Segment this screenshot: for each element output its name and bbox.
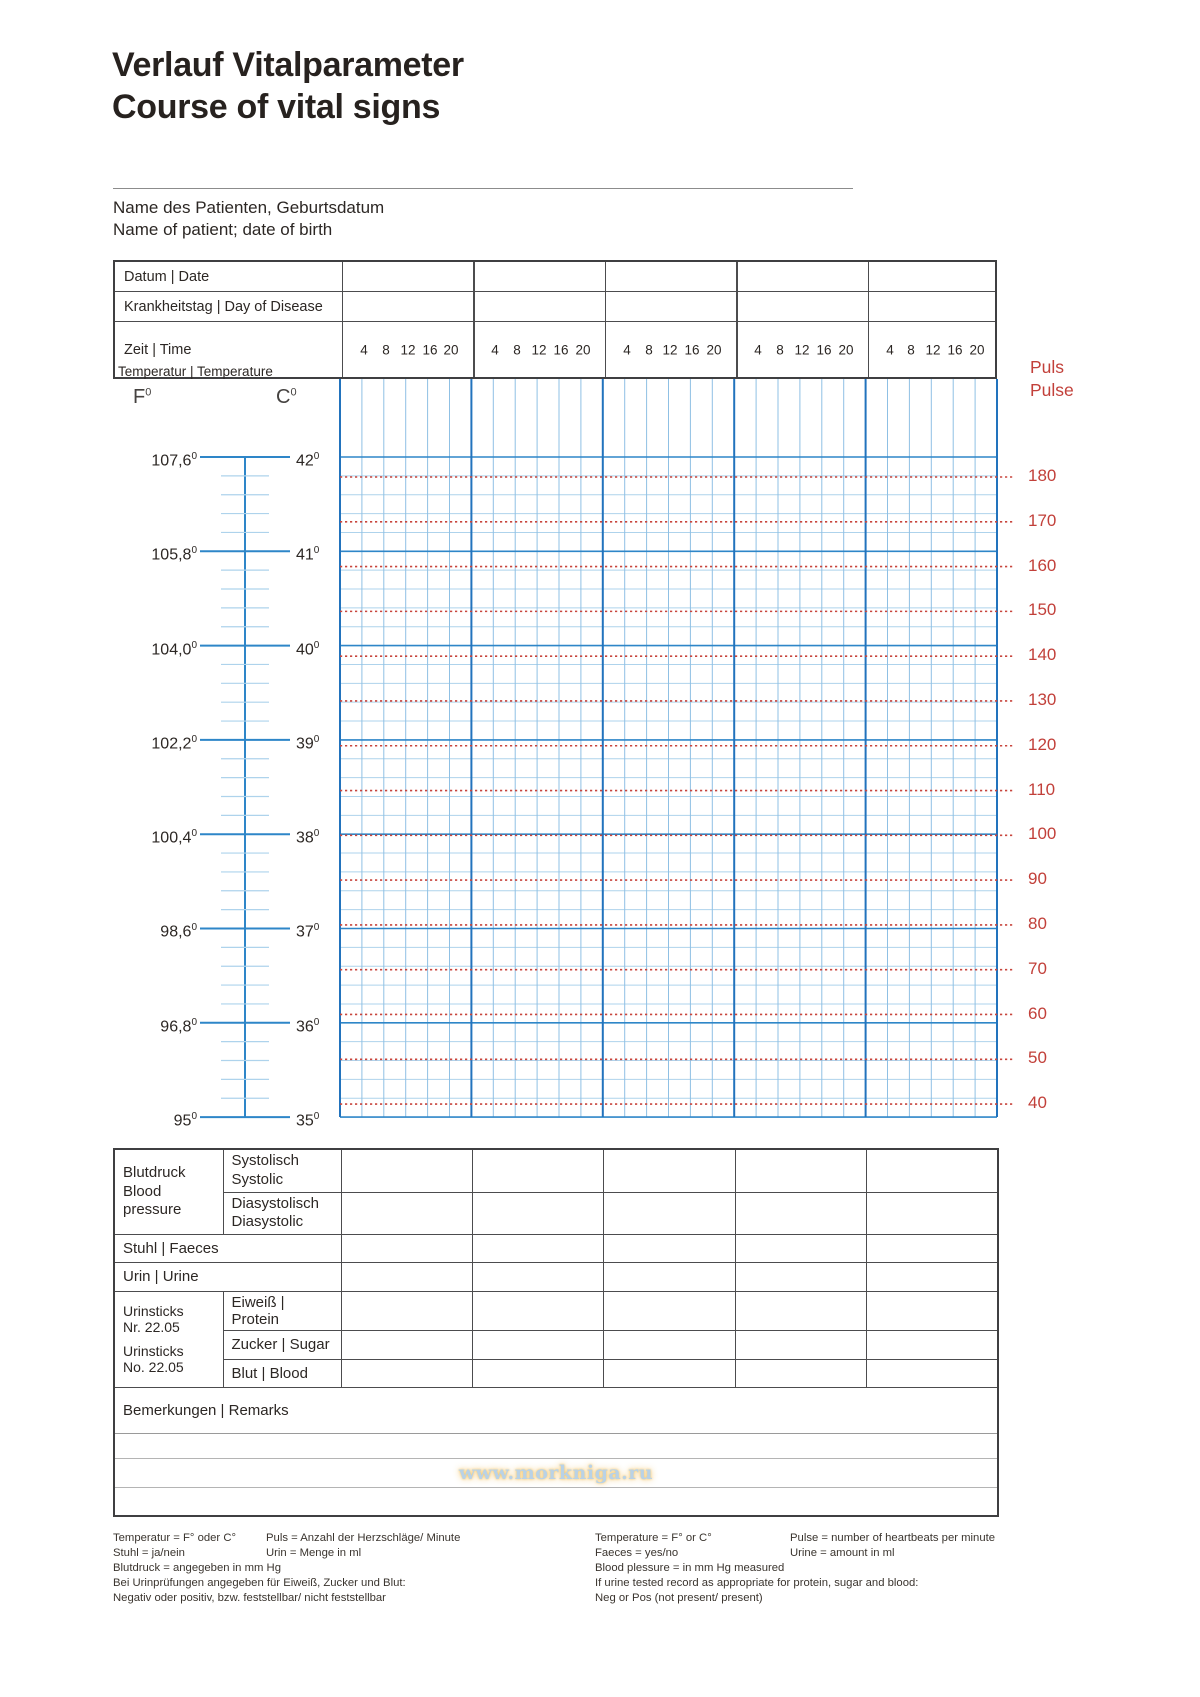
- patient-label-en: Name of patient; date of birth: [113, 220, 333, 240]
- temp-scale-row: 102,2$^0$ $39^0$: [151, 734, 320, 753]
- time-tick: 16: [553, 342, 569, 357]
- time-tick: 12: [794, 342, 810, 357]
- column-divider: [342, 262, 343, 377]
- pulse-scale-title: Puls Pulse: [1030, 357, 1074, 400]
- celsius-unit-label: $C^0$: [276, 386, 297, 408]
- column-divider: [605, 262, 606, 377]
- stool-label: Stuhl | Faeces: [114, 1234, 341, 1262]
- time-tick: 16: [947, 342, 963, 357]
- pulse-value-label: 90: [1028, 869, 1047, 888]
- temp-scale-row: 105,8$^0$ $41^0$: [151, 545, 320, 564]
- entry-cell: [341, 1330, 472, 1359]
- entry-cell: [735, 1359, 866, 1387]
- table-row: [114, 1359, 998, 1387]
- entry-cell: [472, 1149, 603, 1192]
- pulse-value-label: 160: [1028, 556, 1057, 575]
- entry-cell: [341, 1359, 472, 1387]
- pulse-value-label: 150: [1028, 600, 1057, 619]
- day-of-disease-label: Krankheitstag | Day of Disease: [124, 298, 323, 315]
- time-tick: 20: [443, 342, 459, 357]
- entry-cell: [735, 1291, 866, 1330]
- entry-cell: [114, 1458, 998, 1487]
- time-tick: 8: [907, 342, 915, 357]
- table-row: [114, 1262, 998, 1291]
- temp-scale-row: 100,4$^0$ $38^0$: [151, 828, 320, 847]
- time-tick: 20: [838, 342, 854, 357]
- footnote-de-definitions-2: Puls = Anzahl der Herzschläge/ Minute Urin = Menge in ml: [266, 1532, 461, 1560]
- entry-cell: [867, 1359, 998, 1387]
- entry-cell: [735, 1234, 866, 1262]
- entry-cell: [341, 1234, 472, 1262]
- column-divider: [473, 262, 474, 377]
- time-tick: 8: [645, 342, 653, 357]
- entry-cell: [341, 1291, 472, 1330]
- time-tick: 20: [969, 342, 985, 357]
- time-tick: 4: [623, 342, 631, 357]
- time-tick: 12: [400, 342, 416, 357]
- entry-cell: [735, 1149, 866, 1192]
- table-row: [114, 1291, 998, 1330]
- entry-cell: [604, 1330, 735, 1359]
- time-label: Zeit | Time: [124, 341, 192, 358]
- table-row: [114, 1433, 998, 1458]
- watermark: www.morkniga.ru: [458, 1461, 654, 1484]
- entry-cell: [604, 1149, 735, 1192]
- table-row: [114, 1387, 998, 1433]
- time-tick: 16: [684, 342, 700, 357]
- pulse-value-label: 120: [1028, 735, 1057, 754]
- temp-scale-row: 98,6$^0$ $37^0$: [160, 922, 320, 941]
- pulse-value-label: 130: [1028, 690, 1057, 709]
- entry-cell: [472, 1234, 603, 1262]
- temperature-scale-title: Temperatur | Temperature: [118, 364, 273, 379]
- pulse-value-label: 60: [1028, 1004, 1047, 1023]
- date-label: Datum | Date: [124, 268, 210, 285]
- protein-label: Eiweiß | Protein: [223, 1291, 341, 1330]
- entry-cell: [867, 1330, 998, 1359]
- time-tick: 12: [662, 342, 678, 357]
- entry-cell: [604, 1192, 735, 1234]
- bottom-table: [113, 1148, 999, 1517]
- table-row: [114, 1487, 998, 1516]
- patient-label-de: Name des Patienten, Geburtsdatum: [113, 198, 385, 217]
- time-tick: 20: [706, 342, 722, 357]
- time-tick: 8: [382, 342, 390, 357]
- table-row: [114, 1458, 998, 1487]
- pulse-value-label: 40: [1028, 1093, 1047, 1112]
- footnote-en-definitions-2: Pulse = number of heartbeats per minute Urine = amount in ml: [790, 1532, 996, 1560]
- pulse-value-label: 50: [1028, 1048, 1047, 1067]
- time-tick: 4: [491, 342, 499, 357]
- fahrenheit-unit-label: $F^0$: [133, 386, 152, 408]
- time-tick: 12: [925, 342, 941, 357]
- remarks-label: Bemerkungen | Remarks: [114, 1387, 998, 1433]
- page-title-de: Verlauf Vitalparameter: [112, 46, 464, 84]
- entry-cell: [867, 1262, 998, 1291]
- temp-scale-row: 104,0$^0$ $40^0$: [151, 640, 320, 659]
- entry-cell: [341, 1262, 472, 1291]
- entry-cell: [604, 1262, 735, 1291]
- entry-cell: [735, 1192, 866, 1234]
- urine-label: Urin | Urine: [114, 1262, 341, 1291]
- entry-cell: [472, 1262, 603, 1291]
- page-title-en: Course of vital signs: [112, 88, 441, 127]
- entry-cell: [867, 1291, 998, 1330]
- entry-cell: [472, 1359, 603, 1387]
- entry-cell: [735, 1262, 866, 1291]
- pulse-value-label: 80: [1028, 914, 1047, 933]
- entry-cell: [604, 1359, 735, 1387]
- blood-pressure-label: Blutdruck Blood pressure: [114, 1149, 223, 1234]
- temp-scale-row: $95^0$ $35^0$: [173, 1111, 320, 1130]
- pulse-value-label: 180: [1028, 466, 1057, 485]
- time-tick: 16: [816, 342, 832, 357]
- entry-cell: [867, 1149, 998, 1192]
- time-tick: 8: [513, 342, 521, 357]
- time-tick: 4: [754, 342, 762, 357]
- entry-cell: [114, 1433, 998, 1458]
- column-divider: [868, 262, 869, 377]
- pulse-value-label: 140: [1028, 645, 1057, 664]
- entry-cell: [867, 1234, 998, 1262]
- sugar-label: Zucker | Sugar: [223, 1330, 341, 1359]
- entry-cell: [341, 1192, 472, 1234]
- entry-cell: [472, 1330, 603, 1359]
- pulse-value-label: 170: [1028, 511, 1057, 530]
- temp-scale-row: 96,8$^0$ $36^0$: [160, 1017, 320, 1036]
- temperature-scale: [113, 0, 340, 1200]
- column-divider: [736, 262, 737, 377]
- footnote-en-urine-note: If urine tested record as appropriate for protein, sugar and blood: Neg or Pos (not present/ present): [595, 1577, 919, 1605]
- table-row: [114, 1149, 998, 1192]
- footnote-en-definitions: Temperature = F° or C° Faeces = yes/no Blood plessure = in mm Hg measured: [595, 1532, 785, 1575]
- systolic-label: Systolisch Systolic: [223, 1149, 341, 1192]
- urinsticks-label: Urinsticks Nr. 22.05 Urinsticks No. 22.05: [114, 1291, 223, 1387]
- blood-label: Blut | Blood: [223, 1359, 341, 1387]
- time-tick: 12: [531, 342, 547, 357]
- temp-scale-row: 107,6$^0$ $42^0$: [151, 451, 320, 470]
- diastolic-label: Diasystolisch Diasystolic: [223, 1192, 341, 1234]
- time-tick: 20: [575, 342, 591, 357]
- time-tick: 4: [360, 342, 368, 357]
- time-tick: 16: [422, 342, 438, 357]
- entry-cell: [472, 1192, 603, 1234]
- entry-cell: [472, 1291, 603, 1330]
- pulse-value-label: 70: [1028, 959, 1047, 978]
- entry-cell: [604, 1291, 735, 1330]
- pulse-scale: [1028, 0, 1088, 1200]
- time-tick: 4: [886, 342, 894, 357]
- footnote-de-definitions: Temperatur = F° oder C° Stuhl = ja/nein Blutdruck = angegeben in mm Hg: [113, 1532, 281, 1575]
- entry-cell: [867, 1192, 998, 1234]
- table-row: [114, 1234, 998, 1262]
- table-row: [114, 1330, 998, 1359]
- entry-cell: [114, 1487, 998, 1516]
- pulse-value-label: 110: [1028, 780, 1056, 799]
- entry-cell: [604, 1234, 735, 1262]
- time-tick: 8: [776, 342, 784, 357]
- entry-cell: [735, 1330, 866, 1359]
- entry-cell: [341, 1149, 472, 1192]
- footnote-de-urine-note: Bei Urinprüfungen angegeben für Eiweiß, Zucker und Blut: Negativ oder positiv, bzw. feststellbar/ nicht feststellbar: [113, 1577, 406, 1605]
- pulse-value-label: 100: [1028, 824, 1057, 843]
- table-row: [114, 1192, 998, 1234]
